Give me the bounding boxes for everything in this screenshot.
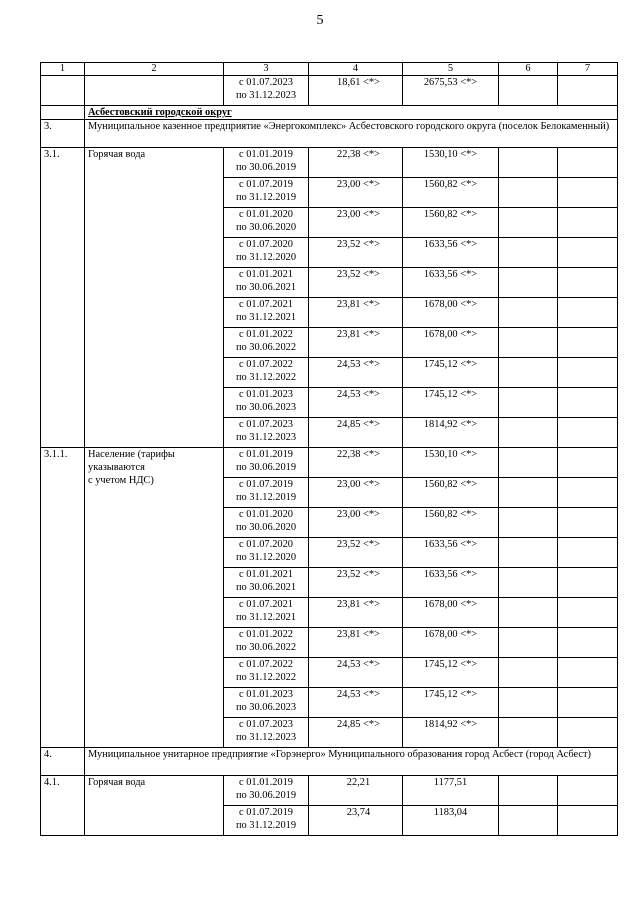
period-cell	[224, 448, 309, 478]
empty-cell	[499, 208, 558, 238]
empty-cell	[558, 538, 618, 568]
empty-cell	[499, 508, 558, 538]
num-cell	[41, 106, 85, 120]
tariff-cell: 1745,12 <*>	[403, 688, 499, 718]
empty-cell	[558, 268, 618, 298]
norm-cell: 23,81 <*>	[309, 598, 403, 628]
norm-cell: 23,52 <*>	[309, 268, 403, 298]
section-row	[41, 106, 618, 120]
empty-cell	[558, 358, 618, 388]
empty-cell	[558, 806, 618, 836]
tariff-cell: 1560,82 <*>	[403, 508, 499, 538]
org-number: 3.	[41, 120, 85, 148]
period-end: по 30.06.2019	[235, 162, 297, 173]
empty-cell	[558, 478, 618, 508]
empty-cell	[558, 238, 618, 268]
tariff-cell: 1678,00 <*>	[403, 298, 499, 328]
item-label-line: указываются	[88, 462, 145, 473]
empty-cell	[558, 76, 618, 106]
header-cell: 2	[85, 63, 224, 76]
page-number: 5	[316, 13, 324, 28]
period-end: по 30.06.2022	[235, 642, 297, 653]
period-start: с 01.01.2023	[239, 689, 293, 700]
period-cell	[224, 776, 309, 806]
tariff-cell: 1678,00 <*>	[403, 628, 499, 658]
item-label: Горячая вода	[85, 776, 224, 836]
tariff-cell: 1560,82 <*>	[403, 178, 499, 208]
empty-cell	[558, 688, 618, 718]
period-start: с 01.01.2020	[239, 209, 293, 220]
item-number: 3.1.	[41, 148, 85, 448]
norm-cell: 23,00 <*>	[309, 208, 403, 238]
period-end: по 31.12.2019	[235, 492, 297, 503]
tariff-cell: 1678,00 <*>	[403, 598, 499, 628]
empty-cell	[499, 628, 558, 658]
period-end: по 31.12.2020	[235, 552, 297, 563]
tariff-cell: 1177,51	[403, 776, 499, 806]
period-end: по 30.06.2023	[235, 702, 297, 713]
period-start: с 01.01.2022	[239, 329, 293, 340]
period-end: по 30.06.2019	[235, 790, 297, 801]
period-end: по 30.06.2023	[235, 402, 297, 413]
period-end: по 31.12.2023	[235, 90, 297, 101]
empty-cell	[499, 298, 558, 328]
period-start: с 01.07.2022	[239, 359, 293, 370]
empty-cell	[558, 568, 618, 598]
item-number: 4.1.	[41, 776, 85, 836]
empty-cell	[558, 298, 618, 328]
norm-cell: 23,00 <*>	[309, 508, 403, 538]
header-row	[41, 63, 618, 76]
period-start: с 01.07.2020	[239, 539, 293, 550]
norm-cell: 23,52 <*>	[309, 568, 403, 598]
norm-cell: 23,81 <*>	[309, 328, 403, 358]
period-cell	[224, 628, 309, 658]
period-cell	[224, 298, 309, 328]
num-cell	[41, 76, 85, 106]
norm-cell: 23,81 <*>	[309, 298, 403, 328]
empty-cell	[558, 448, 618, 478]
period-end: по 31.12.2021	[235, 612, 297, 623]
empty-cell	[499, 238, 558, 268]
empty-cell	[499, 688, 558, 718]
norm-cell: 24,53 <*>	[309, 388, 403, 418]
organization-row	[41, 748, 618, 776]
empty-cell	[558, 208, 618, 238]
period-cell	[224, 238, 309, 268]
empty-cell	[558, 598, 618, 628]
period-cell	[224, 178, 309, 208]
empty-cell	[558, 658, 618, 688]
period-cell	[224, 688, 309, 718]
period-end: по 31.12.2023	[235, 732, 297, 743]
period-start: с 01.01.2022	[239, 629, 293, 640]
empty-cell	[499, 568, 558, 598]
norm-cell: 24,85 <*>	[309, 418, 403, 448]
period-cell	[224, 148, 309, 178]
empty-cell	[558, 628, 618, 658]
empty-cell	[558, 718, 618, 748]
period-start: с 01.07.2020	[239, 239, 293, 250]
tariff-cell: 1678,00 <*>	[403, 328, 499, 358]
item-label-line: Население (тарифы	[88, 449, 175, 460]
period-end: по 31.12.2022	[235, 672, 297, 683]
period-start: с 01.07.2021	[239, 299, 293, 310]
empty-cell	[558, 178, 618, 208]
period-end: по 30.06.2019	[235, 462, 297, 473]
period-cell	[224, 658, 309, 688]
norm-cell: 24,53 <*>	[309, 688, 403, 718]
norm-cell: 23,00 <*>	[309, 478, 403, 508]
period-end: по 31.12.2022	[235, 372, 297, 383]
tariff-cell: 1530,10 <*>	[403, 148, 499, 178]
organization-row	[41, 120, 618, 148]
org-name: Муниципальное казенное предприятие «Энергокомплекс» Асбестовского городского округа (поселок Белокаменный)	[85, 120, 618, 148]
empty-cell	[558, 418, 618, 448]
period-cell	[224, 508, 309, 538]
empty-cell	[499, 598, 558, 628]
empty-cell	[558, 508, 618, 538]
period-cell	[224, 208, 309, 238]
norm-cell: 24,53 <*>	[309, 358, 403, 388]
table-row	[41, 76, 618, 106]
period-end: по 31.12.2023	[235, 432, 297, 443]
period-end: по 30.06.2022	[235, 342, 297, 353]
empty-cell	[499, 538, 558, 568]
empty-cell	[499, 268, 558, 298]
table-row	[41, 776, 618, 806]
period-end: по 30.06.2021	[235, 282, 297, 293]
period-cell	[224, 538, 309, 568]
tariff-cell: 1560,82 <*>	[403, 478, 499, 508]
period-cell	[224, 806, 309, 836]
period-cell	[224, 568, 309, 598]
org-name: Муниципальное унитарное предприятие «Горэнерго» Муниципального образования город Асбест (город Асбест)	[85, 748, 618, 776]
table-row	[41, 448, 618, 478]
section-title-text: Асбестовский городской округ	[88, 107, 232, 118]
period-start: с 01.07.2019	[239, 179, 293, 190]
period-start: с 01.01.2020	[239, 509, 293, 520]
table-row	[41, 148, 618, 178]
tariff-cell: 1745,12 <*>	[403, 658, 499, 688]
period-cell	[224, 358, 309, 388]
norm-cell: 23,52 <*>	[309, 538, 403, 568]
period-start: с 01.07.2022	[239, 659, 293, 670]
header-cell: 6	[499, 63, 558, 76]
period-cell	[224, 388, 309, 418]
header-cell: 1	[41, 63, 85, 76]
empty-cell	[558, 148, 618, 178]
period-end: по 30.06.2020	[235, 222, 297, 233]
empty-cell	[499, 76, 558, 106]
empty-cell	[499, 358, 558, 388]
norm-cell: 23,00 <*>	[309, 178, 403, 208]
empty-cell	[499, 328, 558, 358]
empty-cell	[499, 478, 558, 508]
norm-cell: 23,74	[309, 806, 403, 836]
norm-cell: 22,38 <*>	[309, 448, 403, 478]
item-number: 3.1.1.	[41, 448, 85, 748]
norm-cell: 24,53 <*>	[309, 658, 403, 688]
item-label-line: с учетом НДС)	[88, 475, 154, 486]
empty-cell	[558, 776, 618, 806]
period-start: с 01.07.2023	[239, 419, 293, 430]
tariff-cell: 1633,56 <*>	[403, 268, 499, 298]
empty-cell	[499, 148, 558, 178]
period-cell	[224, 268, 309, 298]
item-label: Горячая вода	[85, 148, 224, 448]
norm-cell: 23,81 <*>	[309, 628, 403, 658]
norm-cell: 22,21	[309, 776, 403, 806]
tariff-cell: 1745,12 <*>	[403, 358, 499, 388]
period-start: с 01.07.2023	[239, 719, 293, 730]
tariff-cell: 1633,56 <*>	[403, 538, 499, 568]
empty-cell	[499, 448, 558, 478]
empty-cell	[558, 328, 618, 358]
tariff-cell: 1814,92 <*>	[403, 718, 499, 748]
label-cell	[85, 76, 224, 106]
period-end: по 31.12.2021	[235, 312, 297, 323]
period-cell	[224, 76, 309, 106]
period-start: с 01.01.2021	[239, 569, 293, 580]
header-cell: 3	[224, 63, 309, 76]
period-start: с 01.01.2021	[239, 269, 293, 280]
header-cell: 5	[403, 63, 499, 76]
period-end: по 31.12.2019	[235, 820, 297, 831]
period-end: по 30.06.2020	[235, 522, 297, 533]
period-end: по 31.12.2020	[235, 252, 297, 263]
tariff-table	[40, 62, 618, 836]
tariff-cell: 2675,53 <*>	[403, 76, 499, 106]
tariff-cell: 1814,92 <*>	[403, 418, 499, 448]
empty-cell	[499, 418, 558, 448]
header-cell: 4	[309, 63, 403, 76]
section-title	[85, 106, 618, 120]
norm-cell: 22,38 <*>	[309, 148, 403, 178]
norm-cell: 24,85 <*>	[309, 718, 403, 748]
period-end: по 31.12.2019	[235, 192, 297, 203]
org-number: 4.	[41, 748, 85, 776]
period-start: с 01.07.2023	[239, 77, 293, 88]
period-end: по 30.06.2021	[235, 582, 297, 593]
header-cell: 7	[558, 63, 618, 76]
period-start: с 01.07.2019	[239, 479, 293, 490]
tariff-cell: 1530,10 <*>	[403, 448, 499, 478]
period-cell	[224, 418, 309, 448]
period-cell	[224, 718, 309, 748]
period-start: с 01.01.2023	[239, 389, 293, 400]
period-start: с 01.01.2019	[239, 449, 293, 460]
period-start: с 01.07.2021	[239, 599, 293, 610]
period-cell	[224, 598, 309, 628]
empty-cell	[499, 776, 558, 806]
period-cell	[224, 478, 309, 508]
empty-cell	[499, 658, 558, 688]
norm-cell: 18,61 <*>	[309, 76, 403, 106]
empty-cell	[499, 388, 558, 418]
period-start: с 01.07.2019	[239, 807, 293, 818]
empty-cell	[499, 718, 558, 748]
norm-cell: 23,52 <*>	[309, 238, 403, 268]
tariff-cell: 1633,56 <*>	[403, 238, 499, 268]
period-start: с 01.01.2019	[239, 149, 293, 160]
empty-cell	[558, 388, 618, 418]
tariff-cell: 1745,12 <*>	[403, 388, 499, 418]
empty-cell	[499, 178, 558, 208]
tariff-cell: 1633,56 <*>	[403, 568, 499, 598]
tariff-cell: 1560,82 <*>	[403, 208, 499, 238]
tariff-cell: 1183,04	[403, 806, 499, 836]
item-label	[85, 448, 224, 748]
period-cell	[224, 328, 309, 358]
period-start: с 01.01.2019	[239, 777, 293, 788]
empty-cell	[499, 806, 558, 836]
